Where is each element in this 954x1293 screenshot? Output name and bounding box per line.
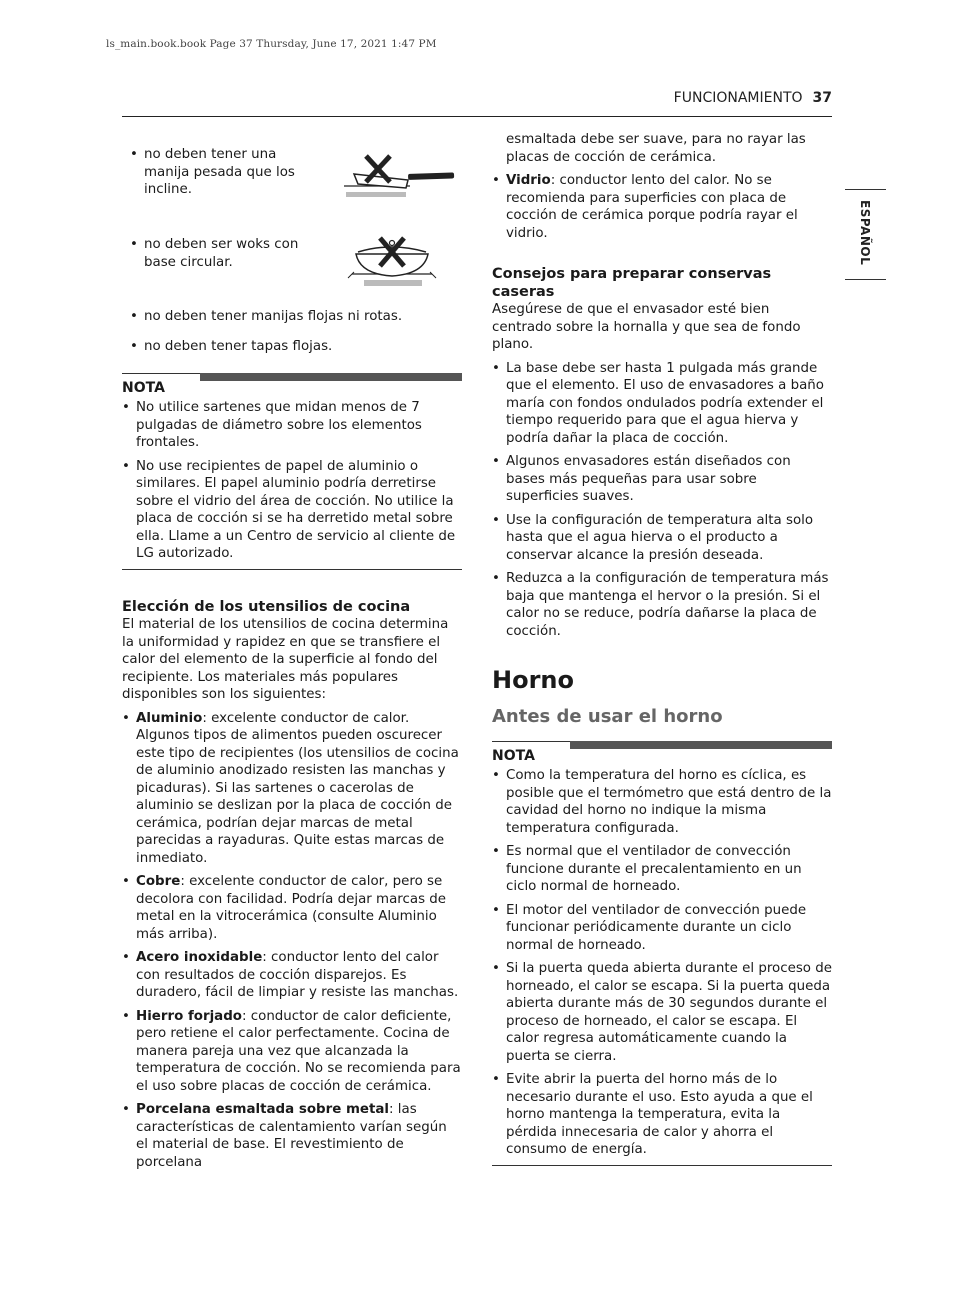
list-item xyxy=(122,238,462,308)
material-text: : excelente conductor de calor, pero se decolora con facilidad. Podría dejar marcas de metal en la vitrocerámica (consulte Aluminio más arriba). xyxy=(136,874,447,942)
pan-item-text: • no deben ser woks con base circular. xyxy=(130,236,314,271)
note-bar xyxy=(570,741,832,749)
right-column xyxy=(492,131,832,1166)
canning-title: Consejos para preparar conservas caseras xyxy=(492,266,772,300)
note-title: NOTA xyxy=(122,380,165,396)
material-text: : conductor lento del calor. No se recomienda para superficies con placa de cocción de cerámica porque podría rayar el vidrio. xyxy=(506,173,798,241)
subsection-title: Antes de usar el horno xyxy=(492,705,723,727)
language-tab-label: ESPAÑOL xyxy=(858,200,872,266)
note-end-rule xyxy=(492,1165,832,1166)
material-term: Acero inoxidable xyxy=(136,950,263,965)
note-header xyxy=(122,373,462,399)
file-header: ls_main.book.book Page 37 Thursday, June 17, 2021 1:47 PM xyxy=(106,38,437,50)
note-header xyxy=(492,741,832,767)
list-item: • La base debe ser hasta 1 pulgada más grande que el elemento. El uso de envasadores a baño maría con fondos ondulados podría extender el tiempo requerido para que el agua hierva y podría dañar la placa de cocción. xyxy=(492,360,832,448)
canning-intro: Asegúrese de que el envasador esté bien centrado sobre la hornalla y que sea de fondo plano. xyxy=(492,302,801,352)
note-item: • Como la temperatura del horno es cíclica, es posible que el termómetro que está dentro de la cavidad del horno no indique la misma temperatura configurada. xyxy=(492,767,832,837)
list-item xyxy=(122,949,462,1002)
note-item: • Es normal que el ventilador de convección funcione durante el precalentamiento en un ciclo normal de horneado. xyxy=(492,843,832,896)
tilted-pan-crossed-icon xyxy=(344,152,456,198)
material-text: : las características de calentamiento varían según el material de base. El revestimiento de porcelana xyxy=(136,1102,447,1170)
material-text: : excelente conductor de calor. Algunos tipos de alimentos pueden oscurecer este tipo de recipientes (los utensilios de cocina de aluminio anodizado resisten las manchas y picaduras). Si las sartenes o cacerolas de aluminio se deslizan por la placa de cocción de cerámica, podrían dejar marcas de metal parecidas a rayaduras. Quite estas marcas de inmediato. xyxy=(136,710,459,866)
list-item: • Algunos envasadores están diseñados con bases más pequeñas para usar sobre superficies suaves. xyxy=(492,453,832,506)
list-item: • Reduzca a la configuración de temperatura más baja que mantenga el hervor o la presión. Si el calor no se reduce, podría dañarse la placa de cocción. xyxy=(492,570,832,640)
note-bar xyxy=(200,373,462,381)
round-wok-crossed-icon xyxy=(346,232,438,290)
material-term: Hierro forjado xyxy=(136,1008,242,1024)
note-item: • Evite abrir la puerta del horno más de lo necesario durante el uso. Esto ayuda a que el horno mantenga la temperatura, evita la pérdida innecesaria de calor y ahorra el consumo de energía. xyxy=(492,1071,832,1159)
list-item: • no deben tener tapas flojas. xyxy=(122,338,462,356)
language-tab xyxy=(845,189,886,280)
utensils-intro: El material de los utensilios de cocina determina la uniformidad y rapidez en que se transfiere el calor del elemento de la superficie al fondo del recipiente. Los materiales más populares disponibles son los siguientes: xyxy=(122,617,449,702)
list-item xyxy=(122,1101,462,1171)
pan-item-text: • no deben tener una manija pesada que los incline. xyxy=(130,146,314,199)
note-title: NOTA xyxy=(492,748,535,764)
note-item: • El motor del ventilador de convección puede funcionar periódicamente durante un ciclo normal de horneado. xyxy=(492,902,832,955)
left-column xyxy=(122,146,462,1177)
note-rule xyxy=(492,741,570,742)
header-rule xyxy=(122,116,832,117)
materials-list xyxy=(122,710,462,1172)
utensils-title: Elección de los utensilios de cocina xyxy=(122,598,411,615)
note-list xyxy=(492,767,832,1159)
note-item: • No utilice sartenes que midan menos de 7 pulgadas de diámetro sobre los elementos frontales. xyxy=(122,399,462,452)
list-item: • no deben tener manijas flojas ni rotas. xyxy=(122,308,462,326)
continued-text: esmaltada debe ser suave, para no rayar las placas de cocción de cerámica. xyxy=(506,132,806,165)
canning-list xyxy=(492,360,832,641)
materials-list-continued xyxy=(492,172,832,242)
list-item xyxy=(122,710,462,868)
section-title: Horno xyxy=(492,666,574,694)
material-term: Cobre xyxy=(136,874,181,889)
material-text: : conductor lento del calor con resultados de cocción disparejos. Es duradero, fácil de limpiar y resiste las manchas. xyxy=(136,950,459,1000)
material-text: : conductor de calor deficiente, pero retiene el calor perfectamente. Cocina de manera pareja una vez que alcanzada la temperatura de cocción. No se recomienda para el uso sobre placas de cocción de cerámica. xyxy=(136,1008,461,1094)
note-item: • No use recipientes de papel de aluminio o similares. El papel aluminio podría derretirse sobre el vidrio del área de cocción. No utilice la placa de cocción si se ha derretido metal sobre ella. Llame a un Centro de servicio al cliente de LG autorizado. xyxy=(122,458,462,563)
material-term: Porcelana esmaltada sobre metal xyxy=(136,1102,390,1117)
note-list xyxy=(122,399,462,563)
list-item xyxy=(122,146,462,238)
note-rule xyxy=(122,373,200,374)
list-item: • Use la configuración de temperatura alta solo hasta que el agua hierva o el producto a conservar alcance la presión deseada. xyxy=(492,512,832,565)
page-number: 37 xyxy=(812,90,832,106)
list-item xyxy=(122,873,462,943)
list-item xyxy=(492,172,832,242)
list-item xyxy=(122,1008,462,1096)
running-head xyxy=(674,90,832,106)
section-name: FUNCIONAMIENTO xyxy=(673,90,803,106)
material-term: Aluminio xyxy=(136,710,203,726)
note-item: • Si la puerta queda abierta durante el proceso de horneado, el calor se escapa. Si la puerta queda abierta durante más de 30 segundos durante el proceso de horneado, el calor se escapa. El calor regresa automáticamente cuando la puerta se cierra. xyxy=(492,960,832,1065)
material-term: Vidrio xyxy=(506,173,551,188)
